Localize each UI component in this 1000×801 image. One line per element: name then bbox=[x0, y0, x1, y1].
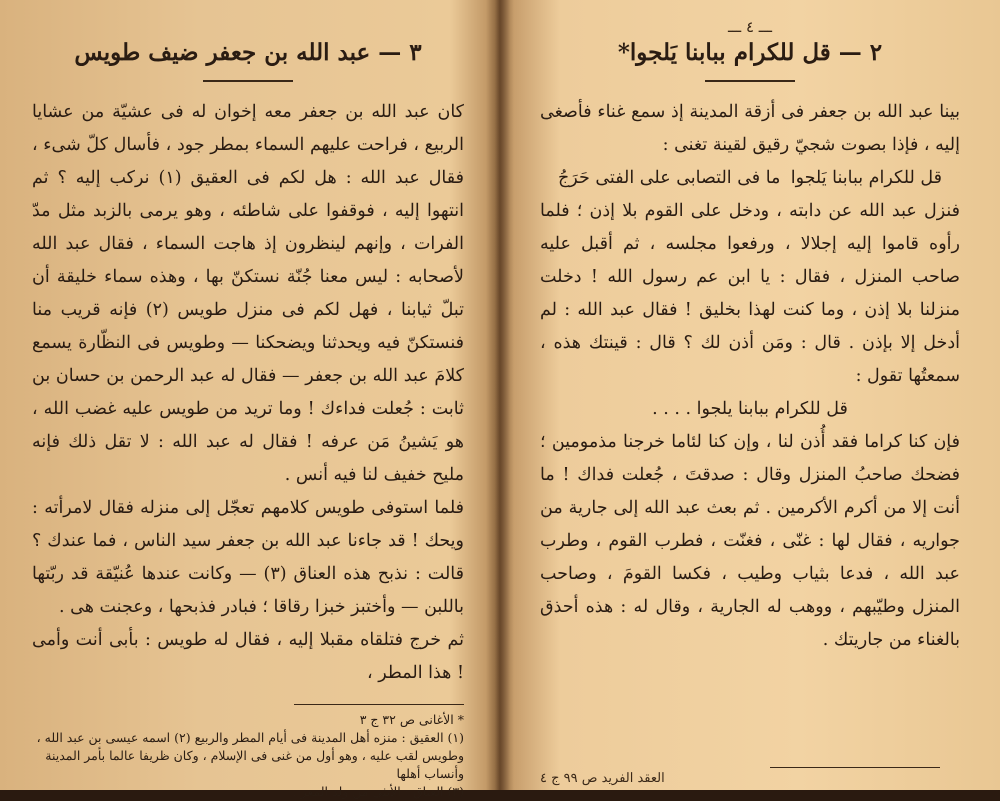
right-footnote-rule bbox=[770, 767, 940, 768]
right-running-head: ـــ ٤ ـــ bbox=[728, 18, 772, 32]
left-paragraph-1: كان عبد الله بن جعفر معه إخوان له فى عشيّة من عشايا الربيع ، فراحت عليهم السماء بمطر جود ، فأسال كلّ شىء ، فقال عبد الله : هل لكم فى العقيق (١) نركب إليه ؟ ثم انتهوا إليه ، فوقفوا على شاطئه ، وهو يرمى بالزبد مثل مدّ الفرات ، وإنهم لينظرون إذ هاجت السماء ، فقال عبد الله لأصحابه : ليس معنا جُنّة نستكنّ بها ، وهذه سماء خليقة أن تبلّ ثيابنا ، فهل لكم فى منزل طويس (٢) فإنه قريب منا فنستكنّ فيه ويحدثنا ويضحكنا — وطويس فى النظّارة يسمع كلامَ عبد الله بن جعفر — فقال له عبد الرحمن بن حسان بن ثابت : جُعلت فداءك ! وما تريد من طويس عليه غضب الله ، هو يَشينُ مَن عرفه ! فقال له عبد الله : لا تقل ذلك فإنه مليح خفيف لنا فيه أنس . bbox=[32, 102, 465, 485]
verse-2-text: قل للكرام ببابنا يلجوا . . . . bbox=[652, 399, 848, 419]
verse-line-2 bbox=[540, 393, 960, 426]
left-paragraph-3: ثم خرج فتلقاه مقبلا إليه ، فقال له طويس : بأبى أنت وأمى ! هذا المطر ، bbox=[32, 630, 464, 683]
verse-1-first-hemistich: قل للكرام ببابنا يَلجوا bbox=[790, 168, 942, 188]
right-page bbox=[510, 0, 1000, 790]
left-footnote-rule bbox=[294, 704, 464, 705]
left-footnote-1-2: (١) العقيق : منزه أهل المدينة فى أيام المطر والربيع (٢) اسمه عيسى بن عبد الله ، وطويس لقب عليه ، وهو أول من غنى فى الإسلام ، وكان ظريفا عالما بأمر المدينة وأنساب أهلها bbox=[36, 730, 464, 781]
right-section-title: ٢ — قل للكرام ببابنا يَلجوا* bbox=[617, 39, 883, 66]
right-paragraph-2: فنزل عبد الله عن دابته ، ودخل على القوم بلا إذن ؛ فلما رأوه قاموا إليه إجلالا ، ورفعوا مجلسه ، ثم أقبل عليه صاحب المنزل ، فقال : يا ابن عم رسول الله ! دخلت منزلنا بلا إذن ، وما كنت لهذا بخليق ! فقال عبد الله : لم أدخل إلا بإذن . قال : ومَن أذن لك ؟ قال : قينتك هذه ، سمعتُها تقول : bbox=[540, 201, 960, 386]
left-paragraph-2: فلما استوفى طويس كلامهم تعجّل إلى منزله فقال لامرأته : ويحك ! قد جاءنا عبد الله بن جعفر سيد الناس ، فما عندك ؟ قالت : نذبح هذه العناق (٣) — وكانت عندها عُنيّقة قد ربّتها باللبن — وأختبز خبزا رقاقا ؛ فبادر فذبحها ، وعجنت هى . bbox=[32, 498, 464, 617]
left-title-rule bbox=[203, 80, 293, 82]
verse-line-1 bbox=[540, 162, 960, 195]
left-footnote-source: * الأغانى ص ٣٢ ج ٣ bbox=[359, 712, 464, 727]
left-section-title: ٣ — عبد الله بن جعفر ضيف طويس bbox=[74, 39, 422, 66]
verse-1-second-hemistich: ما فى التصابى على الفتى حَرَجُ bbox=[558, 168, 781, 188]
right-paragraph-3: فإن كنا كراما فقد أُذن لنا ، وإن كنا لئاما خرجنا مذمومين ؛ فضحك صاحبُ المنزل وقال : صدقتَ ، جُعلت فداك ! ما أنت إلا من أكرم الأكرمين . ثم بعث عبد الله إلى جارية من جواريه ، فقال لها : غنّى ، فغنّت ، فطرب القوم ، وطرب عبد الله ، فدعا بثياب وطيب ، فكسا القومَ ، وصاحب المنزل وطيّبهم ، ووهب له الجارية ، وقال له : هذه أحذق بالغناء من جاريتك . bbox=[540, 432, 960, 650]
right-title-rule bbox=[705, 80, 795, 82]
left-page bbox=[0, 0, 490, 799]
left-footnote-3: (٣) العناق : الأنثى من ولد المعز . bbox=[292, 784, 464, 799]
left-running-head bbox=[32, 18, 464, 32]
right-page-footer: العقد الفريد ص ٩٩ ج ٤ bbox=[540, 771, 665, 786]
right-paragraph-1: بينا عبد الله بن جعفر فى أزقة المدينة إذ سمع غناء فأصغى إليه ، فإذا بصوت شجيّ رقيق لقينة تغنى : bbox=[540, 102, 960, 155]
